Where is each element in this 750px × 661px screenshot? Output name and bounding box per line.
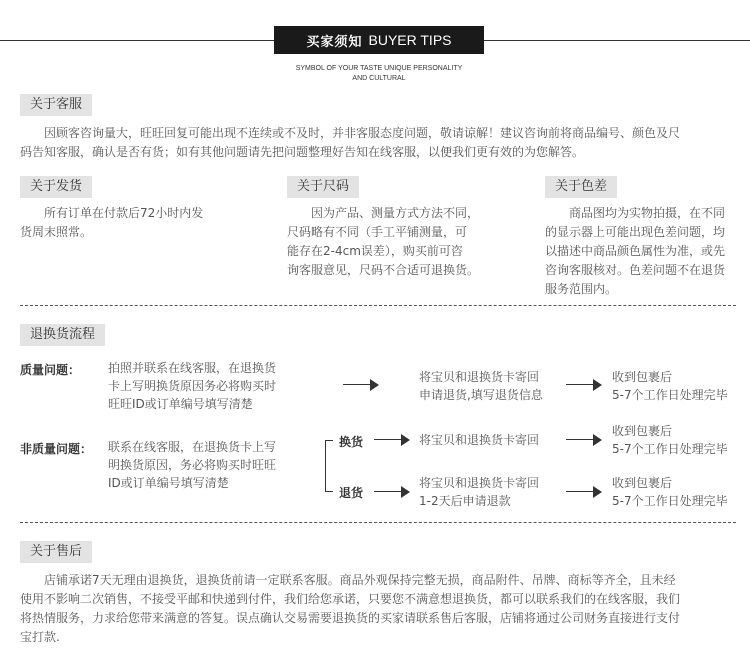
refund-step-3: [612, 474, 747, 510]
quality-step-3: [612, 368, 747, 404]
section-divider: [20, 522, 736, 523]
color-line: 服务范围内。: [545, 282, 618, 296]
exchange-step-2-line: 将宝贝和退换货卡寄回: [419, 433, 540, 447]
refund-label: 退货: [339, 486, 364, 500]
service-label: 关于客服: [20, 94, 92, 116]
branch-bracket: [325, 440, 333, 492]
subtitle-line-1: SYMBOL OF YOUR TASTE UNIQUE PERSONALITY: [295, 65, 463, 72]
aftersale-line: 宝打款.: [20, 630, 60, 644]
color-text: [545, 204, 745, 299]
aftersale-label: 关于售后: [20, 541, 92, 563]
quality-step-1-line: 卡上写明换货原因务必将购买时: [108, 379, 277, 393]
quality-step-3-line: 5-7个工作日处理完毕: [612, 388, 728, 402]
quality-step-2: [419, 368, 579, 404]
quality-step-1: [108, 359, 308, 413]
arrow-right-icon: [343, 379, 379, 391]
size-line: 能存在2-4cm误差），购买前可咨: [287, 244, 463, 258]
quality-step-2-line: 申请退货,填写退货信息: [419, 388, 543, 402]
aftersale-line: 店铺承诺7天无理由退换货，退换货前请一定联系客服。商品外观保持完整无损，商品附件、吊牌、商标等齐全，且未经: [44, 573, 676, 587]
color-line: 以描述中商品颜色属性为准，或先: [545, 244, 726, 258]
service-line-2: 码告知客服，确认是否有货；如有其他问题请先把问题整理好告知在线客服，以便我们更有效的为您解答。: [20, 145, 585, 159]
section-divider: [20, 305, 736, 306]
color-line: 的显示器上可能出现色差问题，均: [545, 225, 726, 239]
shipping-label: 关于发货: [20, 176, 92, 198]
size-label: 关于尺码: [287, 176, 359, 198]
color-line: 咨询客服核对。色差问题不在退货: [545, 263, 726, 277]
exchange-step-3-line: 5-7个工作日处理完毕: [612, 442, 728, 456]
aftersale-line: 将热情服务，力求给您带来满意的答复。误点确认交易需要退换货的买家请联系售后客服，店铺将通过公司财务直接进行支付: [20, 611, 681, 625]
buyer-tips-banner: [274, 26, 484, 54]
color-label: 关于色差: [545, 176, 617, 198]
size-text: [287, 204, 497, 280]
subtitle-line-2: AND CULTURAL: [352, 75, 406, 82]
size-line: 因为产品、测量方式方法不同，: [311, 206, 480, 220]
arrow-right-icon: [374, 434, 410, 446]
exchange-step-2: [419, 431, 579, 449]
refund-step-2-line: 1-2天后申请退款: [419, 494, 511, 508]
arrow-right-icon: [566, 379, 602, 391]
arrow-right-icon: [566, 434, 602, 446]
quality-step-2-line: 将宝贝和退换货卡寄回: [419, 370, 540, 384]
shipping-text: [20, 204, 230, 242]
refund-step-3-line: 5-7个工作日处理完毕: [612, 494, 728, 508]
nonquality-step-1-line: 联系在线客服，在退换货卡上写: [108, 440, 277, 454]
banner-subtitle: [229, 64, 529, 84]
shipping-line: 货周末照常。: [20, 225, 93, 239]
exchange-label: 换货: [339, 435, 364, 449]
banner-title-en: BUYER TIPS: [368, 32, 452, 48]
banner-title-cn: 买家须知: [306, 34, 363, 50]
size-line: 询客服意见，尺码不合适可退换货。: [287, 263, 480, 277]
exchange-step-3-line: 收到包裹后: [612, 424, 673, 438]
refund-step-2-line: 将宝贝和退换货卡寄回: [419, 476, 540, 490]
exchange-step-3: [612, 422, 747, 458]
service-text: [20, 124, 740, 162]
arrow-right-icon: [374, 486, 410, 498]
nonquality-step-1: [108, 438, 308, 492]
quality-step-3-line: 收到包裹后: [612, 370, 673, 384]
arrow-right-icon: [566, 486, 602, 498]
color-line: 商品图均为实物拍摄，在不同: [569, 206, 726, 220]
shipping-line: 所有订单在付款后72小时内发: [44, 206, 204, 220]
aftersale-line: 使用不影响二次销售，不接受平邮和快递到付件，我们给您承诺，只要您不满意想退换货，都可以联系我们的在线客服，我们: [20, 592, 681, 606]
nonquality-step-1-line: ID或订单编号填写清楚: [108, 476, 229, 490]
refund-step-2: [419, 474, 579, 510]
quality-label: 质量问题：: [20, 363, 81, 377]
quality-step-1-line: 旺旺ID或订单编号填写清楚: [108, 397, 253, 411]
size-line: 尺码略有不同（手工平铺测量，可: [287, 225, 468, 239]
returns-label: 退换货流程: [20, 324, 105, 346]
service-line-1: 因顾客咨询量大，旺旺回复可能出现不连续或不及时，并非客服态度问题，敬请谅解！建议咨询前将商品编号、颜色及尺: [44, 126, 681, 140]
nonquality-step-1-line: 明换货原因，务必将购买时旺旺: [108, 458, 277, 472]
quality-step-1-line: 拍照并联系在线客服，在退换货: [108, 361, 277, 375]
nonquality-label: 非质量问题：: [20, 442, 93, 456]
aftersale-text: [20, 571, 745, 647]
refund-step-3-line: 收到包裹后: [612, 476, 673, 490]
